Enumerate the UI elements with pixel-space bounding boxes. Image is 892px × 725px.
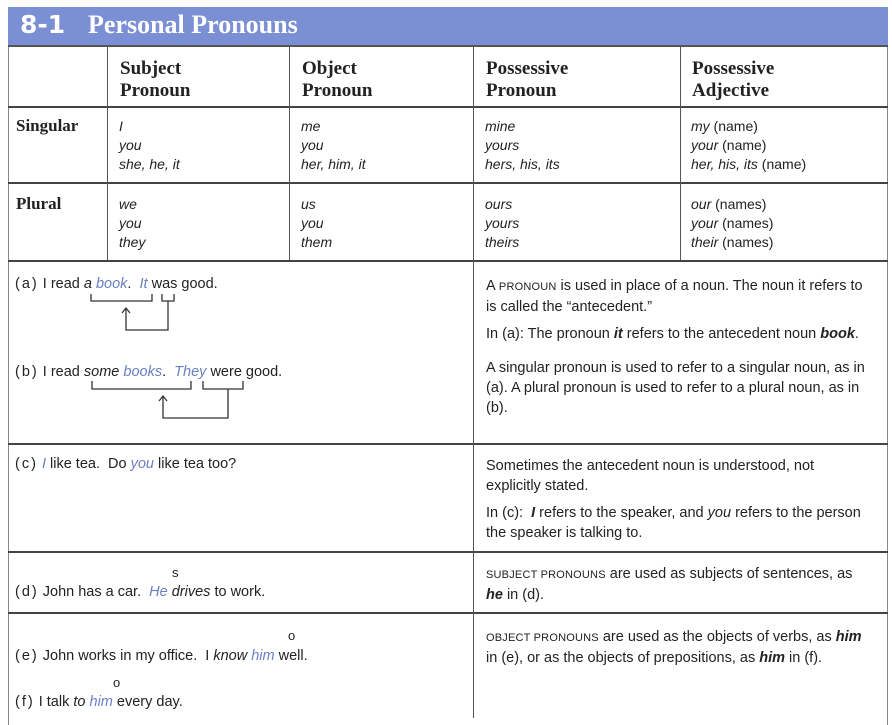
text: I read — [42, 276, 84, 292]
example-d — [15, 584, 265, 600]
antecedent-noun: books — [123, 364, 163, 380]
text: a — [83, 276, 96, 292]
text: in (e), or as the objects of prepositions, as — [486, 650, 760, 666]
explanation-paragraph — [486, 324, 866, 344]
preposition: to — [73, 694, 90, 710]
pronoun-highlight: him — [251, 648, 275, 664]
pronoun: theirs — [485, 234, 520, 250]
row-label-singular: Singular — [16, 116, 79, 135]
pronoun: hers, his, its — [485, 156, 560, 172]
term: you — [707, 505, 732, 521]
text: were good. — [206, 364, 283, 380]
example-f — [15, 694, 183, 710]
text: to work. — [210, 584, 266, 600]
text: I read — [42, 364, 84, 380]
text: are used as the objects of verbs, as — [598, 629, 836, 645]
text: like tea too? — [154, 456, 237, 472]
header-line: Pronoun — [120, 80, 191, 101]
verb: drives — [167, 584, 211, 600]
term: PRONOUN — [498, 281, 557, 293]
text: in (f). — [785, 650, 823, 666]
adjective: their — [691, 234, 719, 250]
pronoun-highlight: It — [139, 276, 148, 292]
bracket-b-antecedent — [92, 381, 191, 389]
example-label: (d) — [15, 584, 39, 600]
header-line: Pronoun — [486, 80, 557, 101]
pronoun: she, he, it — [119, 156, 180, 172]
pronoun: we — [119, 196, 137, 212]
pronoun-highlight: him — [89, 694, 113, 710]
adjective: my — [691, 118, 710, 134]
term: SUBJECT PRONOUNS — [486, 569, 606, 581]
text: like tea. Do — [45, 456, 131, 472]
text: In (a): The pronoun — [486, 326, 614, 342]
text: every day. — [112, 694, 183, 710]
header-line: Pronoun — [302, 80, 373, 101]
term: OBJECT PRONOUNS — [486, 632, 599, 644]
explanation-paragraph: A singular pronoun is used to refer to a singular noun, as in (a). A plural pronoun is used to refer to a plural noun, as in (b). — [486, 360, 865, 416]
text: refers to the speaker, and — [535, 505, 708, 521]
header-line: Subject — [120, 58, 182, 79]
explanation-paragraph — [486, 564, 866, 605]
explanation-paragraph: Sometimes the antecedent noun is understood, not explicitly stated. — [486, 458, 815, 494]
pronoun: you — [301, 215, 324, 231]
text: . — [127, 276, 140, 292]
arrow-b-connector — [163, 389, 228, 418]
adjective: her, his, its — [691, 156, 758, 172]
bracket-b-pronoun — [203, 381, 243, 389]
explanation-paragraph — [486, 627, 866, 668]
pronoun: you — [119, 137, 142, 153]
text: . — [162, 364, 175, 380]
pronoun-highlight: They — [174, 364, 207, 380]
pronoun: her, him, it — [301, 156, 366, 172]
chart-title: Personal Pronouns — [88, 10, 298, 39]
adjective: your — [691, 215, 719, 231]
pronoun: ours — [485, 196, 513, 212]
example-b — [15, 364, 282, 380]
header-line: Possessive — [692, 58, 775, 79]
term: it — [613, 326, 623, 342]
noun-placeholder: (name) — [757, 156, 807, 172]
adjective: your — [691, 137, 719, 153]
header-line: Adjective — [692, 80, 770, 101]
pronoun-highlight: He — [149, 584, 168, 600]
object-marker: o — [113, 675, 121, 690]
arrow-a-connector — [126, 301, 168, 330]
bracket-a-antecedent — [91, 294, 152, 301]
explanation-ef — [486, 627, 866, 675]
row-label-plural: Plural — [16, 194, 62, 213]
term: him — [759, 650, 786, 666]
example-label: (a) — [15, 276, 39, 292]
text: are used as subjects of sentences, as — [605, 566, 853, 582]
text: well. — [274, 648, 308, 664]
text: refers to the antecedent noun — [622, 326, 821, 342]
text: . — [854, 326, 859, 342]
example-label: (e) — [15, 648, 39, 664]
pronoun: yours — [485, 215, 520, 231]
pronoun: them — [301, 234, 333, 250]
explanation-d — [486, 564, 866, 612]
noun-placeholder: (name) — [718, 137, 767, 153]
pronoun: me — [301, 118, 321, 134]
pronoun: they — [119, 234, 146, 250]
bracket-a-pronoun — [162, 294, 174, 301]
term: him — [835, 629, 862, 645]
text: John has a car. — [42, 584, 150, 600]
noun-placeholder: (names) — [711, 196, 767, 212]
text: refers to the person the speaker is talking to. — [486, 505, 861, 541]
object-marker: o — [288, 628, 296, 643]
explanation-c — [486, 456, 866, 550]
adjective: our — [691, 196, 712, 212]
pronoun: mine — [485, 118, 516, 134]
text: was good. — [147, 276, 218, 292]
explanation-paragraph — [486, 503, 866, 543]
explanation-paragraph — [486, 276, 866, 317]
pronoun: us — [301, 196, 316, 212]
header-line: Possessive — [486, 58, 569, 79]
subject-marker: s — [172, 565, 179, 580]
text: In (c): — [486, 505, 532, 521]
pronoun: you — [301, 137, 324, 153]
pronoun-highlight: you — [130, 456, 154, 472]
noun-placeholder: (names) — [718, 234, 774, 250]
chart-number: 8-1 — [20, 10, 66, 39]
example-label: (c) — [15, 456, 38, 472]
noun-placeholder: (name) — [709, 118, 758, 134]
antecedent-noun: book — [95, 276, 128, 292]
term: I — [531, 505, 536, 521]
noun-placeholder: (names) — [718, 215, 774, 231]
term: he — [486, 587, 503, 603]
pronoun-highlight: I — [41, 456, 46, 472]
example-label: (f) — [15, 694, 35, 710]
example-label: (b) — [15, 364, 39, 380]
example-e — [15, 648, 308, 664]
pronoun: yours — [485, 137, 520, 153]
text: is used in place of a noun. The noun it refers to is called the “antecedent.” — [486, 278, 863, 315]
term: book — [820, 326, 855, 342]
verb: know — [213, 648, 252, 664]
text: John works in my office. I — [42, 648, 214, 664]
text: A — [486, 278, 499, 294]
explanation-ab — [486, 276, 866, 425]
text: in (d). — [502, 587, 545, 603]
pronoun: you — [119, 215, 142, 231]
example-c — [15, 456, 236, 472]
header-line: Object — [302, 58, 357, 79]
text: I talk — [38, 694, 74, 710]
pronoun: I — [119, 118, 123, 134]
text: some — [83, 364, 124, 380]
